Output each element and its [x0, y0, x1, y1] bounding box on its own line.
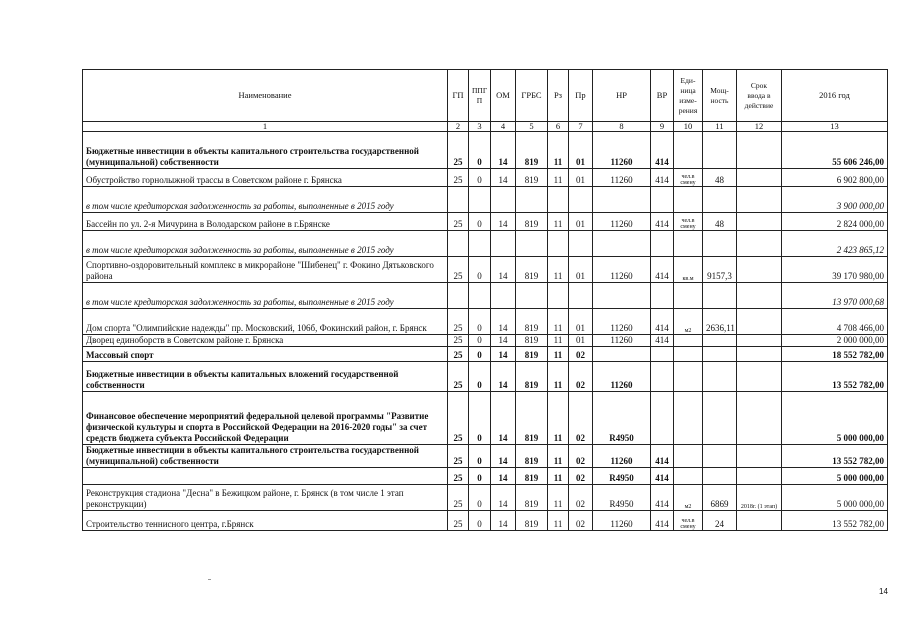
row-code: 0	[469, 309, 491, 335]
row-code	[674, 132, 703, 169]
row-code: 414	[651, 445, 674, 468]
row-code: 02	[569, 362, 593, 392]
row-code: 819	[516, 392, 548, 445]
row-code: 0	[469, 511, 491, 531]
row-code: 11	[548, 132, 569, 169]
row-code	[737, 309, 782, 335]
row-code: 25	[448, 257, 469, 283]
row-code: 6869	[703, 485, 737, 511]
row-code	[737, 257, 782, 283]
row-amount: 2 423 865,12	[782, 231, 888, 257]
row-code	[674, 231, 703, 257]
row-code: 01	[569, 213, 593, 231]
row-code: 14	[491, 213, 516, 231]
table-row	[83, 511, 888, 531]
row-code: 0	[469, 169, 491, 187]
row-code: 0	[469, 445, 491, 468]
row-code	[548, 187, 569, 213]
row-code: 01	[569, 335, 593, 347]
row-code: 14	[491, 485, 516, 511]
row-code	[674, 335, 703, 347]
row-code: 11	[548, 468, 569, 485]
row-code: 819	[516, 169, 548, 187]
row-code	[593, 187, 651, 213]
row-code: 14	[491, 347, 516, 362]
row-code: R4950	[593, 468, 651, 485]
row-code: 11260	[593, 335, 651, 347]
header-row	[83, 70, 888, 122]
row-code	[703, 231, 737, 257]
row-name: Строительство теннисного центра, г.Брянск	[83, 511, 448, 531]
column-number: 7	[569, 122, 593, 132]
row-code	[674, 445, 703, 468]
table-row	[83, 132, 888, 169]
row-code: 01	[569, 309, 593, 335]
header-cell: ВР	[651, 70, 674, 122]
row-code: 14	[491, 511, 516, 531]
row-code	[737, 187, 782, 213]
row-code	[651, 347, 674, 362]
row-amount: 13 552 782,00	[782, 362, 888, 392]
row-code: 25	[448, 347, 469, 362]
row-code: 48	[703, 169, 737, 187]
table-row	[83, 392, 888, 445]
column-number: 1	[83, 122, 448, 132]
header-cell: Наименование	[83, 70, 448, 122]
row-code: 414	[651, 169, 674, 187]
row-code: 14	[491, 132, 516, 169]
row-code: 14	[491, 257, 516, 283]
row-code	[569, 231, 593, 257]
row-name: Финансовое обеспечение мероприятий федеральной целевой программы "Развитие физической культуры и спорта в Российской Федерации на 2016-2020 годы" за счет средств бюджета субъекта Российской Федерации	[83, 392, 448, 445]
row-code: 0	[469, 213, 491, 231]
row-code: 819	[516, 335, 548, 347]
row-code: 11	[548, 362, 569, 392]
row-code: м2	[674, 309, 703, 335]
row-code: чел.в смену	[674, 213, 703, 231]
table-row	[83, 445, 888, 468]
row-code: 11	[548, 169, 569, 187]
row-name: Бюджетные инвестиции в объекты капитального строительства государственной (муниципальной) собственности	[83, 445, 448, 468]
row-code: 819	[516, 362, 548, 392]
row-code	[737, 468, 782, 485]
column-number: 8	[593, 122, 651, 132]
row-code: 02	[569, 485, 593, 511]
table-row	[83, 335, 888, 347]
row-name: в том числе кредиторская задолженность за работы, выполненные в 2015 году	[83, 283, 448, 309]
row-amount: 4 708 466,00	[782, 309, 888, 335]
row-code	[469, 231, 491, 257]
row-code	[448, 187, 469, 213]
row-amount: 13 552 782,00	[782, 511, 888, 531]
row-code: 25	[448, 335, 469, 347]
row-code: 02	[569, 511, 593, 531]
row-amount: 39 170 980,00	[782, 257, 888, 283]
row-code: 02	[569, 445, 593, 468]
row-code: 414	[651, 132, 674, 169]
row-code	[737, 231, 782, 257]
row-code: м2	[674, 485, 703, 511]
row-code	[651, 283, 674, 309]
row-code	[703, 335, 737, 347]
row-code: 02	[569, 468, 593, 485]
row-code: 14	[491, 169, 516, 187]
row-code	[703, 362, 737, 392]
row-code: кв.м	[674, 257, 703, 283]
row-code: 414	[651, 213, 674, 231]
header-cell: ППГ П	[469, 70, 491, 122]
row-code: 14	[491, 392, 516, 445]
row-amount: 5 000 000,00	[782, 392, 888, 445]
row-code: 819	[516, 257, 548, 283]
column-number: 10	[674, 122, 703, 132]
row-code: 25	[448, 169, 469, 187]
row-code	[703, 187, 737, 213]
row-code	[674, 187, 703, 213]
row-code: 414	[651, 257, 674, 283]
row-code: 11260	[593, 511, 651, 531]
row-code: 02	[569, 392, 593, 445]
row-code: 11	[548, 347, 569, 362]
row-code: 11	[548, 485, 569, 511]
row-code	[674, 468, 703, 485]
row-code: 0	[469, 132, 491, 169]
row-code: 11	[548, 445, 569, 468]
row-code: 11260	[593, 309, 651, 335]
row-code	[569, 283, 593, 309]
row-code: 14	[491, 309, 516, 335]
header-cell: НР	[593, 70, 651, 122]
row-code: R4950	[593, 392, 651, 445]
row-code	[674, 362, 703, 392]
row-code: 0	[469, 347, 491, 362]
row-code: 0	[469, 468, 491, 485]
row-code	[737, 511, 782, 531]
row-code	[674, 283, 703, 309]
row-amount: 3 900 000,00	[782, 187, 888, 213]
row-code	[737, 362, 782, 392]
row-code: 819	[516, 485, 548, 511]
row-code: 11260	[593, 445, 651, 468]
row-amount: 2 000 000,00	[782, 335, 888, 347]
row-code: 0	[469, 485, 491, 511]
row-code	[593, 231, 651, 257]
row-code	[651, 392, 674, 445]
row-amount: 13 970 000,68	[782, 283, 888, 309]
row-code	[548, 231, 569, 257]
row-code	[516, 187, 548, 213]
row-code: 414	[651, 468, 674, 485]
row-code: 0	[469, 392, 491, 445]
row-code	[548, 283, 569, 309]
row-code	[593, 347, 651, 362]
row-code: 819	[516, 468, 548, 485]
row-code	[703, 132, 737, 169]
row-name: Дворец единоборств в Советском районе г. Брянска	[83, 335, 448, 347]
row-code: 2018г. (1 этап)	[737, 485, 782, 511]
row-code: 14	[491, 335, 516, 347]
row-code: 414	[651, 511, 674, 531]
row-code: 0	[469, 257, 491, 283]
row-code	[593, 283, 651, 309]
row-name: Реконструкция стадиона "Десна" в Бежицком районе, г. Брянск (в том числе 1 этап реконструкции)	[83, 485, 448, 511]
row-code: 25	[448, 132, 469, 169]
table-row	[83, 257, 888, 283]
row-code	[651, 231, 674, 257]
row-code: 11	[548, 511, 569, 531]
column-number-row	[83, 122, 888, 132]
row-code	[737, 445, 782, 468]
row-code: 11260	[593, 132, 651, 169]
row-name: Бюджетные инвестиции в объекты капитальных вложений государственной собственности	[83, 362, 448, 392]
row-amount: 55 606 246,00	[782, 132, 888, 169]
header-cell: ОМ	[491, 70, 516, 122]
budget-table	[82, 69, 888, 531]
row-code: 414	[651, 335, 674, 347]
row-code	[674, 392, 703, 445]
row-name: Спортивно-оздоровительный комплекс в микрорайоне "Шибенец" г. Фокино Дятьковского района	[83, 257, 448, 283]
row-code: 11	[548, 309, 569, 335]
row-code	[737, 169, 782, 187]
column-number: 11	[703, 122, 737, 132]
row-code: чел.в смену	[674, 169, 703, 187]
header-cell: 2016 год	[782, 70, 888, 122]
row-name: Бюджетные инвестиции в объекты капитального строительства государственной (муниципальной) собственности	[83, 132, 448, 169]
row-code	[737, 213, 782, 231]
table-row	[83, 213, 888, 231]
column-number: 4	[491, 122, 516, 132]
column-number: 5	[516, 122, 548, 132]
header-cell: ГП	[448, 70, 469, 122]
row-code: 25	[448, 309, 469, 335]
row-code: 25	[448, 468, 469, 485]
table-row	[83, 169, 888, 187]
row-code	[448, 283, 469, 309]
row-code	[737, 392, 782, 445]
table-row	[83, 309, 888, 335]
row-code: 0	[469, 335, 491, 347]
row-code: 819	[516, 213, 548, 231]
row-code	[469, 187, 491, 213]
row-code: 14	[491, 468, 516, 485]
row-code	[703, 392, 737, 445]
row-code: 01	[569, 257, 593, 283]
row-code: 819	[516, 445, 548, 468]
row-code	[651, 187, 674, 213]
row-code: 11260	[593, 362, 651, 392]
row-code: 11	[548, 257, 569, 283]
row-code: 25	[448, 362, 469, 392]
row-code: 819	[516, 347, 548, 362]
table-row	[83, 362, 888, 392]
row-code	[516, 231, 548, 257]
column-number: 13	[782, 122, 888, 132]
row-code: 24	[703, 511, 737, 531]
row-code	[448, 231, 469, 257]
column-number: 9	[651, 122, 674, 132]
row-code	[737, 335, 782, 347]
row-name: Обустройство горнолыжной трассы в Советском районе г. Брянска	[83, 169, 448, 187]
table-row	[83, 231, 888, 257]
row-code	[703, 347, 737, 362]
row-code: 25	[448, 445, 469, 468]
row-code: 11	[548, 335, 569, 347]
column-number: 6	[548, 122, 569, 132]
column-number: 3	[469, 122, 491, 132]
row-code: 11260	[593, 213, 651, 231]
row-code: 25	[448, 485, 469, 511]
row-code: 9157,3	[703, 257, 737, 283]
row-amount: 18 552 782,00	[782, 347, 888, 362]
table-row	[83, 283, 888, 309]
row-code: 0	[469, 362, 491, 392]
row-code	[516, 283, 548, 309]
header-cell: Мощ- ность	[703, 70, 737, 122]
row-amount: 13 552 782,00	[782, 445, 888, 468]
row-code	[569, 187, 593, 213]
row-code	[703, 445, 737, 468]
row-code: чел.в смену	[674, 511, 703, 531]
row-code	[703, 468, 737, 485]
row-code: R4950	[593, 485, 651, 511]
header-cell: Срок ввода в действие	[737, 70, 782, 122]
row-code: 01	[569, 169, 593, 187]
row-name: в том числе кредиторская задолженность за работы, выполненные в 2015 году	[83, 187, 448, 213]
row-code: 819	[516, 132, 548, 169]
row-code: 48	[703, 213, 737, 231]
row-amount: 2 824 000,00	[782, 213, 888, 231]
row-name: в том числе кредиторская задолженность за работы, выполненные в 2015 году	[83, 231, 448, 257]
row-code: 11260	[593, 257, 651, 283]
row-name: Бассейн по ул. 2-я Мичурина в Володарском районе в г.Брянске	[83, 213, 448, 231]
table-row	[83, 485, 888, 511]
header-cell: Пр	[569, 70, 593, 122]
row-name	[83, 468, 448, 485]
row-code: 25	[448, 213, 469, 231]
page-number: 14	[879, 587, 888, 596]
row-code: 11260	[593, 169, 651, 187]
row-code: 819	[516, 309, 548, 335]
row-code	[737, 283, 782, 309]
row-code	[651, 362, 674, 392]
header-cell: ГРБС	[516, 70, 548, 122]
row-amount: 6 902 800,00	[782, 169, 888, 187]
header-cell: Еди- ница изме- рения	[674, 70, 703, 122]
row-code: 414	[651, 485, 674, 511]
row-amount: 5 000 000,00	[782, 468, 888, 485]
row-code: 819	[516, 511, 548, 531]
row-code: 14	[491, 362, 516, 392]
row-code	[703, 283, 737, 309]
row-code: 11	[548, 213, 569, 231]
column-number: 12	[737, 122, 782, 132]
row-code: 25	[448, 392, 469, 445]
row-code	[491, 231, 516, 257]
header-cell: Рз	[548, 70, 569, 122]
row-code	[491, 283, 516, 309]
column-number: 2	[448, 122, 469, 132]
row-code	[491, 187, 516, 213]
row-code: 01	[569, 132, 593, 169]
row-code	[737, 132, 782, 169]
row-amount: 5 000 000,00	[782, 485, 888, 511]
footer-mark	[208, 579, 211, 580]
row-code	[469, 283, 491, 309]
row-code: 11	[548, 392, 569, 445]
row-code: 02	[569, 347, 593, 362]
table-row	[83, 347, 888, 362]
row-code: 25	[448, 511, 469, 531]
row-code: 2636,11	[703, 309, 737, 335]
table-row	[83, 187, 888, 213]
row-code: 14	[491, 445, 516, 468]
row-name: Дом спорта "Олимпийские надежды" пр. Московский, 106б, Фокинский район, г. Брянск	[83, 309, 448, 335]
table-row	[83, 468, 888, 485]
row-code	[737, 347, 782, 362]
row-name: Массовый спорт	[83, 347, 448, 362]
row-code: 414	[651, 309, 674, 335]
row-code	[674, 347, 703, 362]
